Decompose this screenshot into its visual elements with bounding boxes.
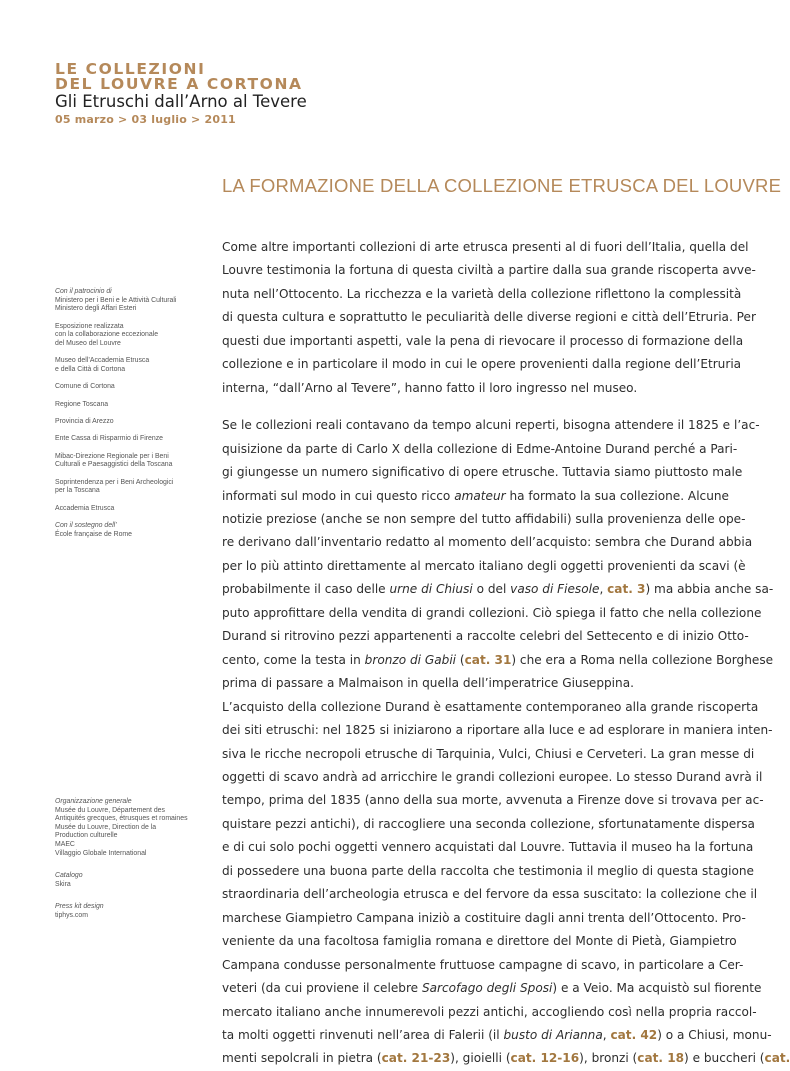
organizzazione-line: Musée du Louvre, Département des	[55, 806, 165, 814]
organizzazione-group	[55, 798, 225, 858]
body-line: marchese Giampietro Campana iniziò a costituire dagli anni trenta dell’Ottocento. Pro-	[222, 910, 746, 925]
esposizione-line: Esposizione realizzata	[55, 322, 124, 330]
body-line: prima di passare a Malmaison in quella dell’imperatrice Giuseppina.	[222, 676, 634, 691]
text-run: ,	[599, 582, 608, 597]
text-run: informati sul modo in cui questo ricco	[222, 488, 455, 503]
organizzazione-line: MAEC	[55, 840, 75, 848]
catalog-reference: cat. 12-16	[510, 1051, 580, 1066]
organizzazione-line: Production culturelle	[55, 832, 118, 840]
body-line: Louvre testimonia la fortuna di questa civiltà a partire dalla sua grande riscoperta avve-	[222, 263, 756, 278]
text-run: o del	[472, 582, 511, 597]
body-line: L’acquisto della collezione Durand è esattamente contemporaneo alla grande riscoperta	[222, 699, 759, 714]
organizzazione-line: Antiquités grecques, étrusques et romaines	[55, 815, 188, 823]
italic-term: busto di Arianna	[503, 1027, 603, 1042]
body-line: collezione e in particolare il modo in cui le opere provenienti dalla regione dell’Etruria	[222, 357, 742, 372]
text-run: ) ma abbia anche sa-	[645, 582, 774, 597]
patrocinio-group	[55, 288, 205, 314]
regione-line: Regione Toscana	[55, 400, 109, 408]
body-line: mercato italiano anche innumerevoli pezzi antichi, accogliendo così nella propria raccol-	[222, 1004, 757, 1019]
body-line: siva le ricche necropoli etrusche di Tarquinia, Vulci, Chiusi e Cerveteri. La gran messe di	[222, 746, 755, 761]
paragraph-3	[222, 696, 790, 1071]
body-line: Come altre importanti collezioni di arte etrusca presenti al di fuori dell’Italia, quella del	[222, 240, 749, 254]
body-line: questi due importanti aspetti, vale la pena di rievocare il processo di formazione della	[222, 333, 744, 348]
body-line: oggetti di scavo andrà ad arricchire le grandi collezioni europee. Lo stesso Durand avrà il	[222, 769, 763, 784]
sostegno-label: Con il sostegno dell’	[55, 522, 117, 530]
sponsors-sidebar	[55, 288, 205, 548]
paragraph-2	[222, 414, 774, 695]
text-run: ) e a Veio. Ma acquistò sul fiorente	[552, 981, 762, 996]
body-line: dei siti etruschi: nel 1825 si iniziarono a riportare alla luce e ad esplorare in maniera inten-	[222, 723, 773, 738]
catalog-reference: cat. 3	[607, 582, 646, 597]
soprintendenza-line: per la Toscana	[55, 487, 100, 495]
provincia-line: Provincia di Arezzo	[55, 417, 114, 425]
exhibition-subtitle: Gli Etruschi dall’Arno al Tevere	[55, 92, 307, 111]
sostegno-group	[55, 522, 205, 539]
patrocinio-line: Ministero degli Affari Esteri	[55, 305, 137, 313]
accademia-group	[55, 505, 205, 514]
catalog-reference: cat. 18	[637, 1051, 685, 1066]
body-line: quisizione da parte di Carlo X della collezione di Edme-Antoine Durand perché a Pari-	[222, 441, 738, 456]
text-run: ) e buccheri (	[684, 1051, 765, 1066]
article-body	[222, 236, 790, 1071]
body-line: di questa cultura e soprattutto le peculiarità delle diverse regioni e città dell’Etruria. Per	[222, 310, 756, 325]
text-run: veteri (da cui proviene il celebre	[222, 981, 422, 996]
museo-group	[55, 357, 205, 374]
text-run: cento, come la testa in	[222, 652, 365, 667]
body-line	[222, 649, 774, 672]
paragraph-1	[222, 236, 756, 400]
esposizione-line: con la collaborazione eccezionale	[55, 331, 159, 339]
exhibition-header	[55, 62, 307, 126]
body-line: tempo, prima del 1835 (anno della sua morte, avvenuta a Firenze dove si trovava per ac-	[222, 793, 764, 808]
body-line: Durand si ritrovino pezzi appartenenti a raccolte celebri del Settecento e di inizio Otto-	[222, 629, 749, 644]
body-line	[222, 1047, 790, 1070]
catalogo-line: Skira	[55, 880, 71, 888]
body-line: Campana condusse personalmente fruttuose campagne di scavo, in particolare a Cer-	[222, 957, 744, 972]
mibac-line: Culturali e Paesaggistici della Toscana	[55, 461, 173, 469]
museo-line: Museo dell’Accademia Etrusca	[55, 357, 150, 365]
body-line: di possedere una buona parte della raccolta che testimonia il meglio di questa stagione	[222, 863, 754, 878]
credits-sidebar	[55, 798, 225, 929]
text-run: menti sepolcrali in pietra (	[222, 1051, 382, 1066]
text-run: ) o a Chiusi, monu-	[657, 1027, 772, 1042]
italic-term: urne di Chiusi	[389, 582, 473, 597]
catalog-reference: cat. 31	[464, 652, 512, 667]
catalogo-group	[55, 872, 225, 889]
body-line: re derivano dall’inventario redatto al momento dell’acquisto: sembra che Durand abbia	[222, 535, 753, 550]
brand-line-1: LE COLLEZIONI	[55, 60, 206, 78]
organizzazione-line: Villaggio Globale International	[55, 849, 147, 857]
date-year: 2011	[204, 113, 236, 126]
text-run: ) che era a Roma nella collezione Borghese	[511, 652, 774, 667]
catalog-reference: cat. 42	[610, 1027, 658, 1042]
italic-term: vaso di Fiesole	[510, 582, 600, 597]
date-separator-2: >	[191, 113, 201, 126]
body-line	[222, 1024, 772, 1047]
regione-group	[55, 401, 205, 410]
italic-term: Sarcofago degli Sposi	[421, 981, 553, 996]
body-line: notizie preziose (anche se non sempre del tutto affidabili) sulla provenienza delle ope-	[222, 511, 746, 526]
body-line: straordinaria dell’archeologia etrusca e del fervore da essa suscitato: la collezione che il	[222, 887, 758, 902]
press-kit-label: Press kit design	[55, 903, 104, 911]
italic-term: amateur	[454, 488, 506, 503]
date-separator-1: >	[118, 113, 128, 126]
text-run: ha formato la sua collezione. Alcune	[505, 488, 729, 503]
exhibition-dates	[55, 113, 307, 126]
text-run: (	[456, 652, 465, 667]
body-line: quistare pezzi antichi), di raccogliere una seconda collezione, sfortunatamente dispersa	[222, 816, 755, 831]
catalog-reference: cat.	[764, 1051, 790, 1066]
body-line: puto approfittare della vendita di grandi collezioni. Ciò spiega il fatto che nella collezione	[222, 605, 762, 620]
text-run: probabilmente il caso delle	[222, 582, 390, 597]
press-kit-line: tiphys.com	[55, 911, 88, 919]
ente-line: Ente Cassa di Risparmio di Firenze	[55, 435, 163, 443]
text-run: ta molti oggetti rinvenuti nell’area di Falerii (il	[222, 1027, 504, 1042]
ente-group	[55, 435, 205, 444]
soprintendenza-group	[55, 479, 205, 496]
body-line: per lo più attinto direttamente al mercato italiano degli oggetti provenienti da scavi (è	[222, 558, 746, 573]
comune-group	[55, 383, 205, 392]
body-line	[222, 485, 729, 508]
sostegno-line: École française de Rome	[55, 530, 132, 538]
catalogo-label: Catalogo	[55, 872, 83, 880]
section-title: LA FORMAZIONE DELLA COLLEZIONE ETRUSCA DEL LOUVRE	[222, 175, 782, 196]
body-line: Se le collezioni reali contavano da tempo alcuni reperti, bisogna attendere il 1825 e l’ac-	[222, 418, 760, 433]
esposizione-group	[55, 323, 205, 349]
esposizione-line: del Museo del Louvre	[55, 339, 121, 347]
museo-line: e della Città di Cortona	[55, 365, 126, 373]
body-line: nuta nell’Ottocento. La ricchezza e la varietà della collezione riflettono la complessità	[222, 286, 742, 301]
patrocinio-line: Ministero per i Beni e le Attività Culturali	[55, 296, 177, 304]
body-line	[222, 977, 762, 1000]
press-kit-group	[55, 903, 225, 920]
body-line: interna, “dall’Arno al Tevere”, hanno fatto il loro ingresso nel museo.	[222, 380, 638, 395]
body-line	[222, 578, 774, 601]
catalog-reference: cat. 21-23	[381, 1051, 451, 1066]
text-run: ), gioielli (	[450, 1051, 511, 1066]
patrocinio-label: Con il patrocinio di	[55, 288, 112, 295]
organizzazione-label: Organizzazione generale	[55, 798, 132, 805]
provincia-group	[55, 418, 205, 427]
date-start: 05 marzo	[55, 113, 115, 126]
date-end: 03 luglio	[131, 113, 188, 126]
body-line: veniente da una facoltosa famiglia romana e direttore del Monte di Pietà, Giampietro	[222, 934, 737, 949]
brand-line-2: DEL LOUVRE A CORTONA	[55, 75, 303, 93]
mibac-line: Mibac-Direzione Regionale per i Beni	[55, 452, 169, 460]
body-line: e di cui solo pochi oggetti vennero acquistati dal Louvre. Tuttavia il museo ha la fortuna	[222, 840, 754, 855]
italic-term: bronzo di Gabii	[364, 652, 457, 667]
text-run: ,	[602, 1027, 611, 1042]
organizzazione-line: Musée du Louvre, Direction de la	[55, 823, 157, 831]
body-line: gi giungesse un numero significativo di opere etrusche. Tuttavia siamo piuttosto male	[222, 465, 743, 480]
mibac-group	[55, 453, 205, 470]
accademia-line: Accademia Etrusca	[55, 504, 115, 512]
soprintendenza-line: Soprintendenza per i Beni Archeologici	[55, 478, 174, 486]
comune-line: Comune di Cortona	[55, 383, 115, 391]
text-run: ), bronzi (	[579, 1051, 638, 1066]
